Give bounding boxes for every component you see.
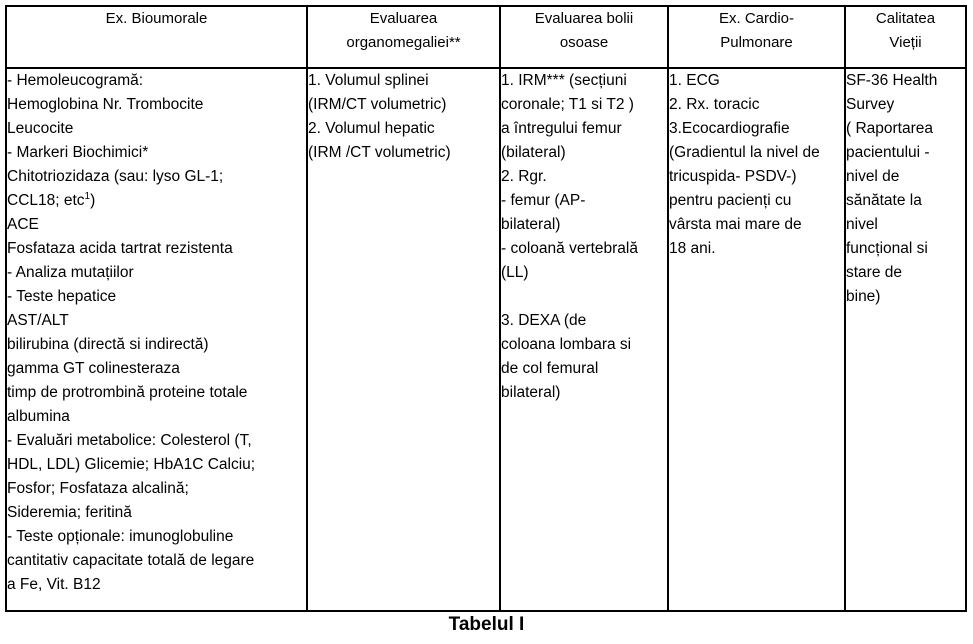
header-line: osoase bbox=[559, 34, 609, 51]
text-line: vârsta mai mare de bbox=[669, 216, 802, 233]
header-line: Ex. Cardio- bbox=[718, 10, 795, 27]
text-line: bine) bbox=[846, 288, 881, 305]
text-line: (IRM /CT volumetric) bbox=[308, 144, 451, 161]
header-line: Evaluarea bolii bbox=[534, 10, 634, 27]
cell-calitatea-vietii bbox=[845, 68, 966, 611]
header-line: organomegaliei** bbox=[346, 34, 461, 51]
text-line: nivel bbox=[846, 216, 878, 233]
text-line: gamma GT colinesteraza bbox=[7, 360, 180, 377]
text-line: (bilateral) bbox=[501, 144, 566, 161]
text-line: - Teste opționale: imunoglobuline bbox=[7, 528, 234, 545]
text-line: 3. DEXA (de bbox=[501, 312, 587, 329]
text-line: ACE bbox=[7, 216, 39, 233]
text-line: (IRM/CT volumetric) bbox=[308, 96, 447, 113]
cell-organomegalie bbox=[307, 68, 500, 611]
text-line: pacientului - bbox=[846, 144, 930, 161]
text-line: - Hemoleucogramă: bbox=[7, 72, 144, 89]
cell-cardio-pulmonare bbox=[668, 68, 845, 611]
text-line: SF-36 Health bbox=[846, 72, 938, 89]
text-line: 2. Rx. toracic bbox=[669, 96, 760, 113]
text-line: sănătate la bbox=[846, 192, 922, 209]
header-calitatea-vietii bbox=[845, 6, 966, 68]
text-line: - femur (AP- bbox=[501, 192, 586, 209]
text-line: 1. Volumul splinei bbox=[308, 72, 429, 89]
table-caption: Tabelul I bbox=[448, 614, 525, 635]
text-line: stare de bbox=[846, 264, 903, 281]
text-line: nivel de bbox=[846, 168, 900, 185]
cell-boala-osoasa bbox=[500, 68, 668, 611]
header-line: Ex. Bioumorale bbox=[105, 10, 208, 27]
text-line: Hemoglobina Nr. Trombocite bbox=[7, 96, 204, 113]
text-line: Fosfataza acida tartrat rezistenta bbox=[7, 240, 233, 257]
header-bioumorale bbox=[6, 6, 307, 68]
text-line: tricuspida- PSDV-) bbox=[669, 168, 797, 185]
text-line: bilirubina (directă si indirectă) bbox=[7, 336, 209, 353]
text-line: albumina bbox=[7, 408, 70, 425]
text-line: 18 ani. bbox=[669, 240, 716, 257]
text-line: 1. ECG bbox=[669, 72, 720, 89]
text-line: 3.Ecocardiografie bbox=[669, 120, 790, 137]
text-line: a Fe, Vit. B12 bbox=[7, 576, 101, 593]
text-line: - Teste hepatice bbox=[7, 288, 117, 305]
text-line: Chitotriozidaza (sau: lyso GL-1; bbox=[7, 168, 224, 185]
text-line: Fosfor; Fosfataza alcalină; bbox=[7, 480, 189, 497]
header-boala-osoasa bbox=[500, 6, 668, 68]
text-line: - Markeri Biochimici* bbox=[7, 144, 149, 161]
text-line-footnote bbox=[7, 189, 306, 213]
header-line: Calitatea bbox=[875, 10, 936, 27]
cell-bioumorale bbox=[6, 68, 307, 611]
text-line: pentru pacienți cu bbox=[669, 192, 792, 209]
text-line: a întregului femur bbox=[501, 120, 622, 137]
text-line: Survey bbox=[846, 96, 895, 113]
text-line: (Gradientul la nivel de bbox=[669, 144, 820, 161]
header-line: Vieții bbox=[889, 34, 922, 51]
text-line: bilateral) bbox=[501, 384, 561, 401]
text-line: coronale; T1 si T2 ) bbox=[501, 96, 634, 113]
text-line: de col femural bbox=[501, 360, 599, 377]
text-line: timp de protrombină proteine totale bbox=[7, 384, 248, 401]
text-line: - Evaluări metabolice: Colesterol (T, bbox=[7, 432, 252, 449]
text-line: (LL) bbox=[501, 264, 529, 281]
text-segment: ) bbox=[90, 192, 96, 209]
text-line: bilateral) bbox=[501, 216, 561, 233]
text-line: cantitativ capacitate totală de legare bbox=[7, 552, 255, 569]
header-organomegalie bbox=[307, 6, 500, 68]
text-line: 1. IRM*** (secțiuni bbox=[501, 72, 627, 89]
text-line: HDL, LDL) Glicemie; HbA1C Calciu; bbox=[7, 456, 256, 473]
text-line: funcțional si bbox=[846, 240, 928, 257]
header-cardio-pulmonare bbox=[668, 6, 845, 68]
footnote-mark: 1 bbox=[84, 190, 91, 202]
text-line: - coloană vertebrală bbox=[501, 240, 638, 257]
text-line: 2. Volumul hepatic bbox=[308, 120, 435, 137]
header-row bbox=[6, 6, 966, 68]
header-line: Evaluarea bbox=[369, 10, 438, 27]
text-line: ( Raportarea bbox=[846, 120, 934, 137]
text-line: 2. Rgr. bbox=[501, 168, 547, 185]
text-line: AST/ALT bbox=[7, 312, 69, 329]
text-line: Leucocite bbox=[7, 120, 74, 137]
content-row bbox=[6, 68, 966, 611]
blank-line bbox=[501, 285, 667, 309]
text-line: - Analiza mutațiilor bbox=[7, 264, 134, 281]
text-line: Sideremia; feritină bbox=[7, 504, 132, 521]
text-segment: CCL18; etc bbox=[7, 192, 85, 209]
text-line: coloana lombara si bbox=[501, 336, 632, 353]
assessment-table bbox=[5, 5, 967, 612]
header-line: Pulmonare bbox=[720, 34, 793, 51]
